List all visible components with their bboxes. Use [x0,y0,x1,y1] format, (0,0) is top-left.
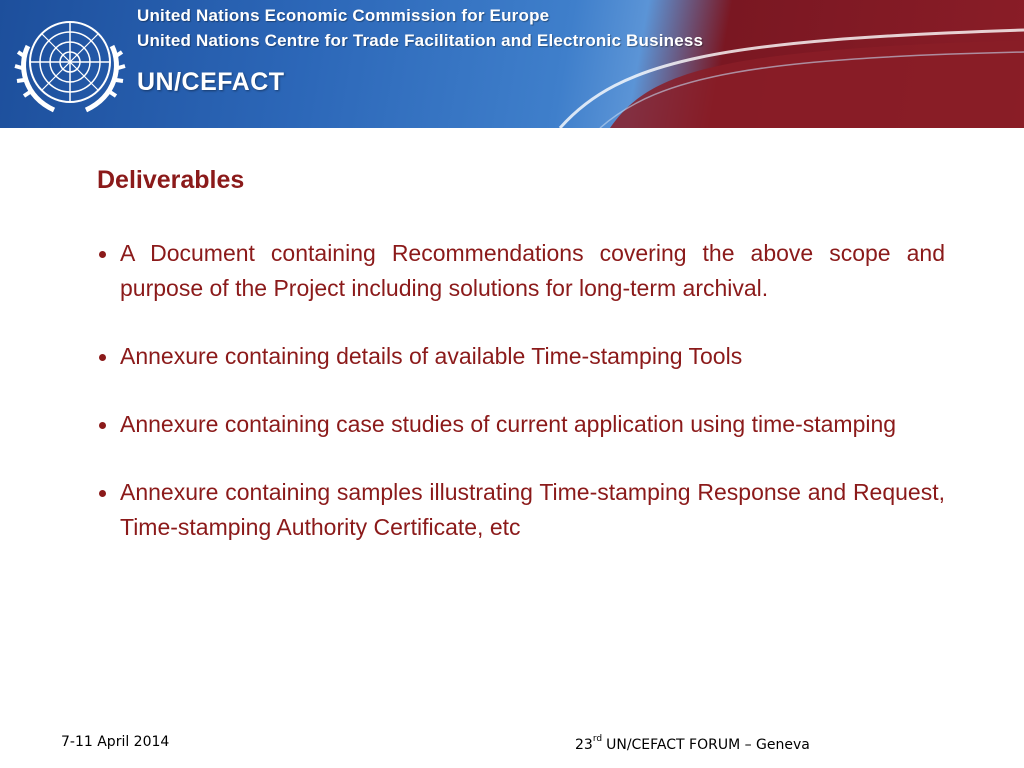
footer-ordinal-suffix: rd [592,734,603,744]
footer-ordinal-number: 23 [575,737,593,753]
header-line-ece: United Nations Economic Commission for Europe [137,6,550,25]
bullet-dot-icon [99,251,106,258]
bullet-dot-icon [99,354,106,361]
bullet-item [97,339,945,374]
slide-title: Deliverables [97,166,245,194]
bullet-item [97,236,945,306]
footer-event [575,734,810,753]
header-brand: UN/CEFACT [137,68,285,96]
bullet-text: A Document containing Recommendations covering the above scope and purpose of the Project including solutions for long-term archival. [120,240,945,301]
un-emblem-icon [14,6,126,118]
bullet-item [97,475,945,545]
footer-event-name: UN/CEFACT FORUM – Geneva [606,737,810,753]
header-line-cefact: United Nations Centre for Trade Facilitation and Electronic Business [137,31,704,50]
bullet-text: Annexure containing details of available Time-stamping Tools [120,343,743,369]
bullet-dot-icon [99,490,106,497]
footer-date: 7-11 April 2014 [61,734,170,750]
bullet-list [97,236,945,545]
bullet-item [97,407,945,442]
bullet-text: Annexure containing case studies of current application using time-stamping [120,411,897,437]
bullet-text: Annexure containing samples illustrating Time-stamping Response and Request, Time-stamping Authority Certificate, etc [120,479,945,540]
bullet-dot-icon [99,422,106,429]
header-banner [0,0,1024,128]
